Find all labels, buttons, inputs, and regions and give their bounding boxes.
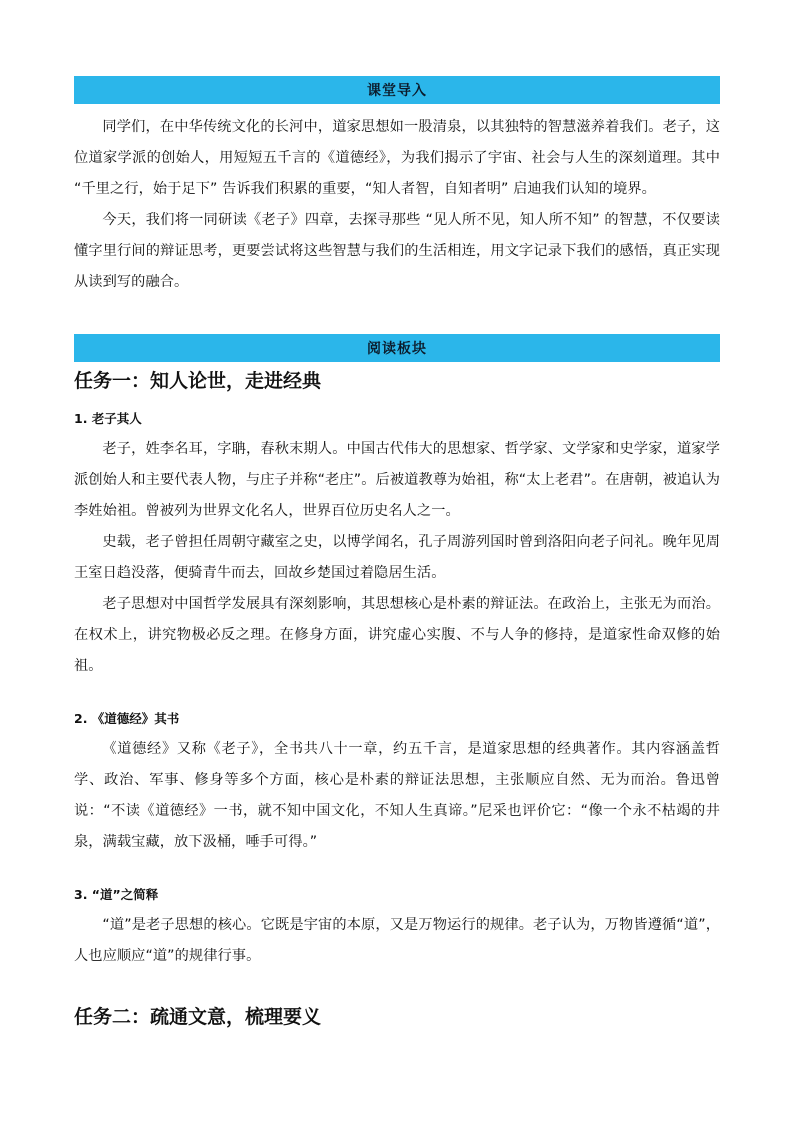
section-laozi-title: 1. 老子其人 xyxy=(74,411,142,426)
task-one-title: 任务一：知人论世，走进经典 xyxy=(74,370,322,392)
section-daodejing-title: 2. 《道德经》其书 xyxy=(74,711,180,726)
intro-section-header-label: 课堂导入 xyxy=(367,83,427,99)
laozi-paragraph-1: 老子，姓李名耳，字聃，春秋末期人。中国古代伟大的思想家、哲学家、文学家和史学家，道家学派创始人和主要代表人物，与庄子并称“老庄”。后被道教尊为始祖，称“太上老君”。在唐朝，被追认为李姓始祖。曾被列为世界文化名人，世界百位历史名人之一。 xyxy=(74,441,720,519)
daodejing-paragraph: 《道德经》又称《老子》，全书共八十一章，约五千言，是道家思想的经典著作。其内容涵盖哲学、政治、军事、修身等多个方面，核心是朴素的辩证法思想，主张顺应自然、无为而治。鲁迅曾说：“不读《道德经》一书，就不知中国文化，不知人生真谛。”尼采也评价它：“像一个永不枯竭的井泉，满载宝藏，放下汲桶，唾手可得。” xyxy=(74,741,720,850)
intro-paragraph-1: 同学们，在中华传统文化的长河中，道家思想如一股清泉，以其独特的智慧滋养着我们。老子，这位道家学派的创始人，用短短五千言的《道德经》，为我们揭示了宇宙、社会与人生的深刻道理。其中 “千里之行，始于足下” 告诉我们积累的重要，“知人者智，自知者明” 启迪我们认知的境界。 xyxy=(74,119,720,197)
document-page xyxy=(74,76,720,1032)
task-two-title: 任务二：疏通文意，梳理要义 xyxy=(74,1006,322,1028)
reading-section-header-label: 阅读板块 xyxy=(367,341,427,357)
laozi-paragraph-3: 老子思想对中国哲学发展具有深刻影响，其思想核心是朴素的辩证法。在政治上，主张无为而治。在权术上，讲究物极必反之理。在修身方面，讲究虚心实腹、不与人争的修持，是道家性命双修的始祖。 xyxy=(74,596,720,674)
dao-paragraph: “道”是老子思想的核心。它既是宇宙的本原，又是万物运行的规律。老子认为，万物皆遵循“道”，人也应顺应“道”的规律行事。 xyxy=(74,917,720,964)
section-dao-title: 3. “道”之简释 xyxy=(74,887,159,902)
laozi-paragraph-2: 史载，老子曾担任周朝守藏室之史，以博学闻名，孔子周游列国时曾到洛阳向老子问礼。晚年见周王室日趋没落，便骑青牛而去，回故乡楚国过着隐居生活。 xyxy=(74,534,720,581)
intro-paragraph-2: 今天，我们将一同研读《老子》四章，去探寻那些 “见人所不见，知人所不知” 的智慧，不仅要读懂字里行间的辩证思考，更要尝试将这些智慧与我们的生活相连，用文字记录下我们的感悟，真正实现从读到写的融合。 xyxy=(74,212,720,290)
reading-section-header xyxy=(74,334,720,362)
intro-section-header xyxy=(74,76,720,104)
